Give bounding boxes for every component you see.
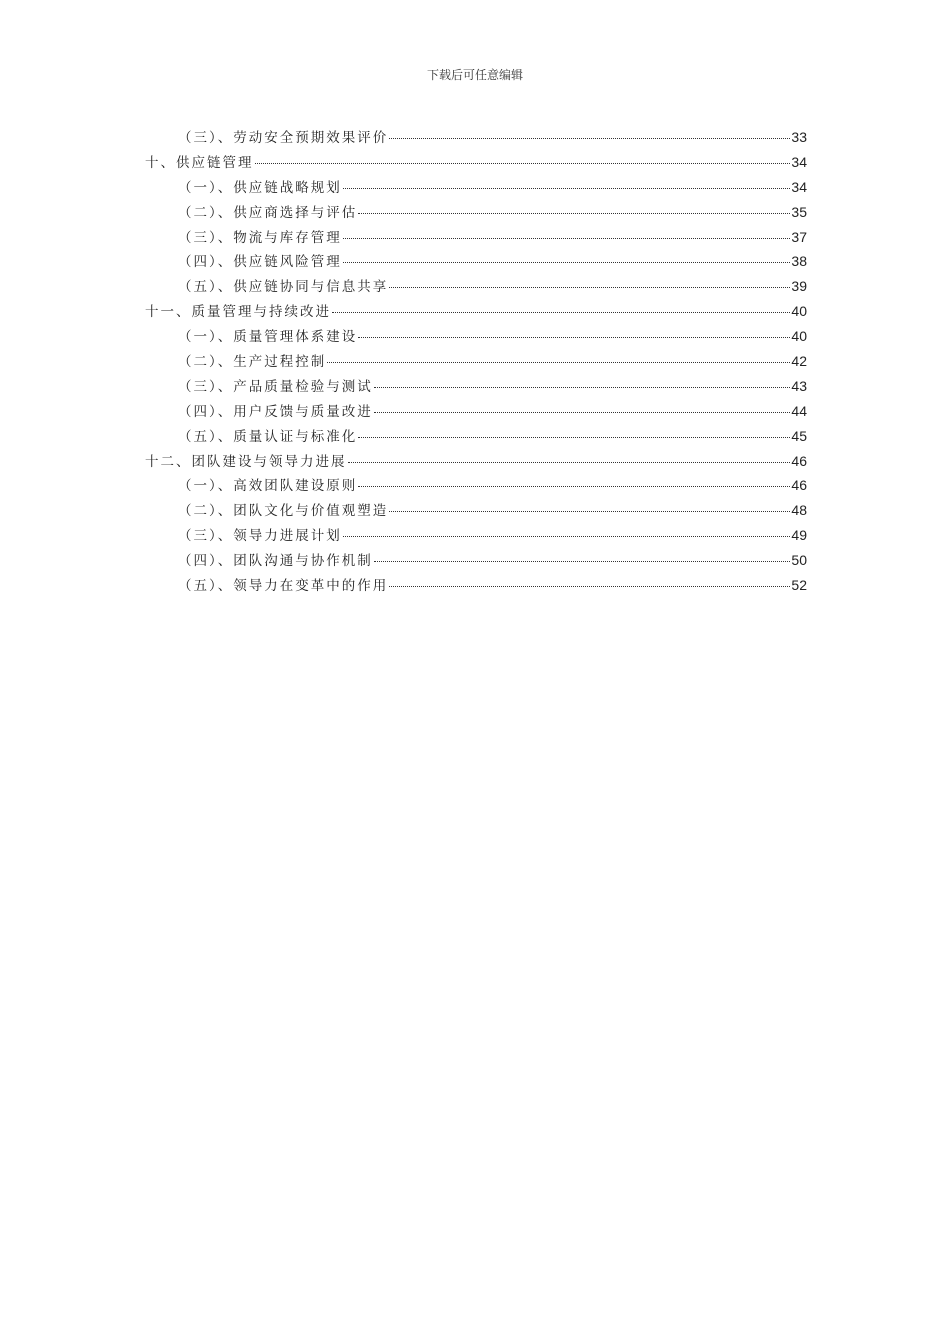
toc-entry[interactable] — [145, 325, 807, 350]
toc-entry-title: 十二、团队建设与领导力进展 — [145, 453, 347, 470]
toc-dot-leader — [343, 188, 791, 189]
toc-entry-title: （三）、物流与库存管理 — [178, 229, 342, 246]
toc-entry-title: （四）、用户反馈与质量改进 — [178, 403, 373, 420]
toc-dot-leader — [389, 586, 790, 587]
toc-dot-leader — [358, 337, 790, 338]
toc-entry-page: 35 — [791, 203, 807, 220]
toc-entry-title: （一）、质量管理体系建设 — [178, 329, 358, 346]
toc-entry[interactable] — [145, 524, 807, 549]
toc-entry-title: （三）、领导力进展计划 — [178, 528, 342, 545]
toc-entry-title: （五）、供应链协同与信息共享 — [178, 279, 389, 296]
toc-entry-page: 50 — [791, 552, 807, 569]
toc-entry-page: 34 — [791, 153, 807, 170]
toc-dot-leader — [348, 462, 791, 463]
toc-entry-page: 40 — [791, 328, 807, 345]
toc-entry-page: 52 — [791, 577, 807, 594]
toc-dot-leader — [358, 486, 790, 487]
toc-dot-leader — [343, 238, 791, 239]
toc-entry-page: 40 — [791, 303, 807, 320]
toc-entry-page: 44 — [791, 402, 807, 419]
toc-entry[interactable] — [145, 450, 807, 475]
toc-entry[interactable] — [145, 425, 807, 450]
toc-entry-page: 37 — [791, 228, 807, 245]
toc-entry-page: 48 — [791, 502, 807, 519]
toc-entry-page: 46 — [791, 477, 807, 494]
toc-entry-page: 34 — [791, 178, 807, 195]
toc-entry-title: 十、供应链管理 — [145, 154, 254, 171]
toc-entry-title: （一）、高效团队建设原则 — [178, 478, 358, 495]
toc-entry[interactable] — [145, 474, 807, 499]
toc-entry-title: （五）、领导力在变革中的作用 — [178, 578, 389, 595]
toc-entry-page: 46 — [791, 452, 807, 469]
toc-entry-page: 42 — [791, 353, 807, 370]
toc-entry[interactable] — [145, 300, 807, 325]
toc-dot-leader — [343, 536, 791, 537]
page-header-note: 下载后可任意编辑 — [426, 68, 523, 82]
toc-entry-title: （四）、供应链风险管理 — [178, 254, 342, 271]
toc-entry-title: （三）、劳动安全预期效果评价 — [178, 130, 389, 146]
toc-dot-leader — [374, 412, 791, 413]
toc-dot-leader — [389, 511, 790, 512]
toc-entry-page: 49 — [791, 527, 807, 544]
toc-dot-leader — [343, 262, 791, 263]
toc-entry[interactable] — [145, 350, 807, 375]
toc-entry[interactable] — [145, 250, 807, 275]
toc-entry[interactable] — [145, 400, 807, 425]
toc-entry[interactable] — [145, 126, 807, 151]
toc-dot-leader — [358, 213, 790, 214]
toc-dot-leader — [332, 312, 790, 313]
toc-entry-page: 38 — [791, 253, 807, 270]
toc-entry[interactable] — [145, 176, 807, 201]
toc-entry[interactable] — [145, 549, 807, 574]
table-of-contents — [145, 126, 807, 599]
toc-entry-page: 39 — [791, 278, 807, 295]
toc-entry[interactable] — [145, 201, 807, 226]
toc-dot-leader — [389, 138, 790, 139]
toc-dot-leader — [374, 387, 791, 388]
toc-entry[interactable] — [145, 151, 807, 176]
toc-entry[interactable] — [145, 375, 807, 400]
toc-entry-page: 43 — [791, 377, 807, 394]
toc-entry-title: （二）、生产过程控制 — [178, 354, 327, 371]
toc-entry-page: 45 — [791, 427, 807, 444]
toc-dot-leader — [255, 163, 791, 164]
toc-dot-leader — [374, 561, 791, 562]
toc-entry[interactable] — [145, 226, 807, 251]
toc-entry-title: （一）、供应链战略规划 — [178, 179, 342, 196]
toc-entry-title: （五）、质量认证与标准化 — [178, 428, 358, 445]
toc-dot-leader — [358, 437, 790, 438]
toc-entry-title: （三）、产品质量检验与测试 — [178, 378, 373, 395]
toc-entry-title: （二）、团队文化与价值观塑造 — [178, 503, 389, 520]
toc-entry-page: 33 — [791, 129, 807, 145]
toc-entry-title: 十一、质量管理与持续改进 — [145, 304, 331, 321]
toc-entry-title: （二）、供应商选择与评估 — [178, 204, 358, 221]
toc-entry-title: （四）、团队沟通与协作机制 — [178, 553, 373, 570]
toc-dot-leader — [327, 362, 790, 363]
toc-entry[interactable] — [145, 275, 807, 300]
toc-entry[interactable] — [145, 574, 807, 599]
toc-dot-leader — [389, 287, 790, 288]
toc-entry[interactable] — [145, 499, 807, 524]
